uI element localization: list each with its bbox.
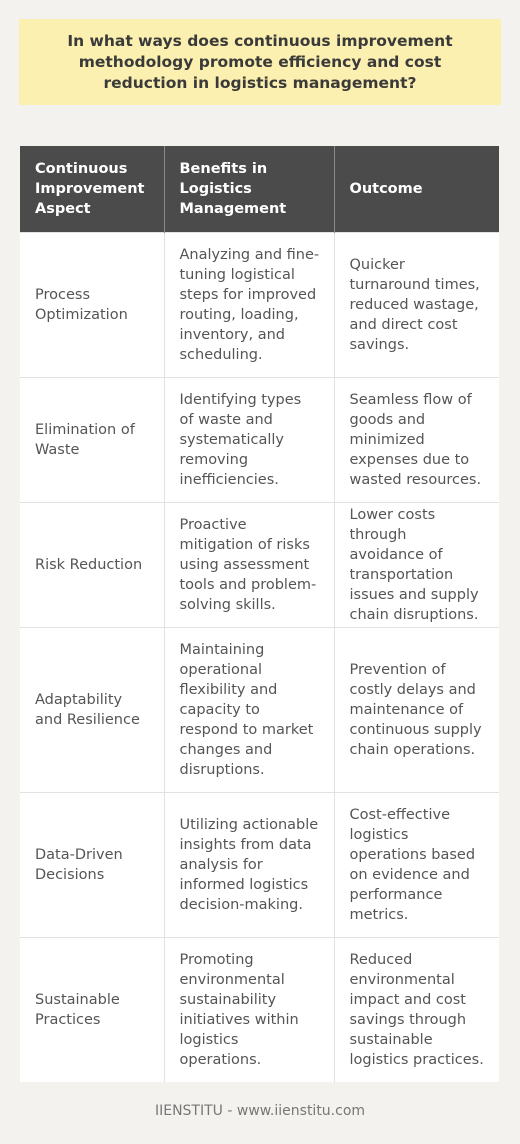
outcome-cell: Cost-effective logistics operations based on evidence and performance metrics. <box>334 792 499 937</box>
benefit-cell: Proactive mitigation of risks using assessment tools and problem-solving skills. <box>164 502 334 627</box>
footer-credit: IIENSTITU - www.iienstitu.com <box>154 1103 366 1119</box>
benefit-cell: Promoting environmental sustainability initiatives within logistics operations. <box>164 937 334 1082</box>
outcome-cell: Seamless flow of goods and minimized expenses due to wasted resources. <box>334 377 499 502</box>
benefit-cell: Maintaining operational flexibility and capacity to respond to market changes and disruptions. <box>164 627 334 792</box>
aspect-cell: Process Optimization <box>20 232 164 377</box>
benefit-cell: Analyzing and fine-tuning logistical steps for improved routing, loading, inventory, and scheduling. <box>164 232 334 377</box>
aspect-cell: Elimination of Waste <box>20 377 164 502</box>
aspect-cell: Risk Reduction <box>20 502 164 627</box>
outcome-cell: Reduced environmental impact and cost savings through sustainable logistics practices. <box>334 937 499 1082</box>
table-row <box>20 377 499 502</box>
table-header-row <box>20 146 499 232</box>
benefit-cell: Utilizing actionable insights from data analysis for informed logistics decision-making. <box>164 792 334 937</box>
aspect-cell: Data-Driven Decisions <box>20 792 164 937</box>
page-title: In what ways does continuous improvement methodology promote efficiency and cost reduction in logistics management? <box>67 31 453 92</box>
benefit-cell: Identifying types of waste and systematically removing inefficiencies. <box>164 377 334 502</box>
table-row <box>20 937 499 1082</box>
title-banner <box>19 19 501 105</box>
aspect-cell: Adaptability and Resilience <box>20 627 164 792</box>
outcome-cell: Lower costs through avoidance of transportation issues and supply chain disruptions. <box>334 502 499 627</box>
column-header-outcome: Outcome <box>334 146 499 232</box>
aspect-cell: Sustainable Practices <box>20 937 164 1082</box>
table-row <box>20 792 499 937</box>
column-header-benefits: Benefits in Logistics Management <box>164 146 334 232</box>
comparison-table <box>20 146 499 1082</box>
outcome-cell: Prevention of costly delays and maintenance of continuous supply chain operations. <box>334 627 499 792</box>
table-row <box>20 627 499 792</box>
table-row <box>20 502 499 627</box>
column-header-aspect: Continuous Improvement Aspect <box>20 146 164 232</box>
outcome-cell: Quicker turnaround times, reduced wastage, and direct cost savings. <box>334 232 499 377</box>
table-row <box>20 232 499 377</box>
